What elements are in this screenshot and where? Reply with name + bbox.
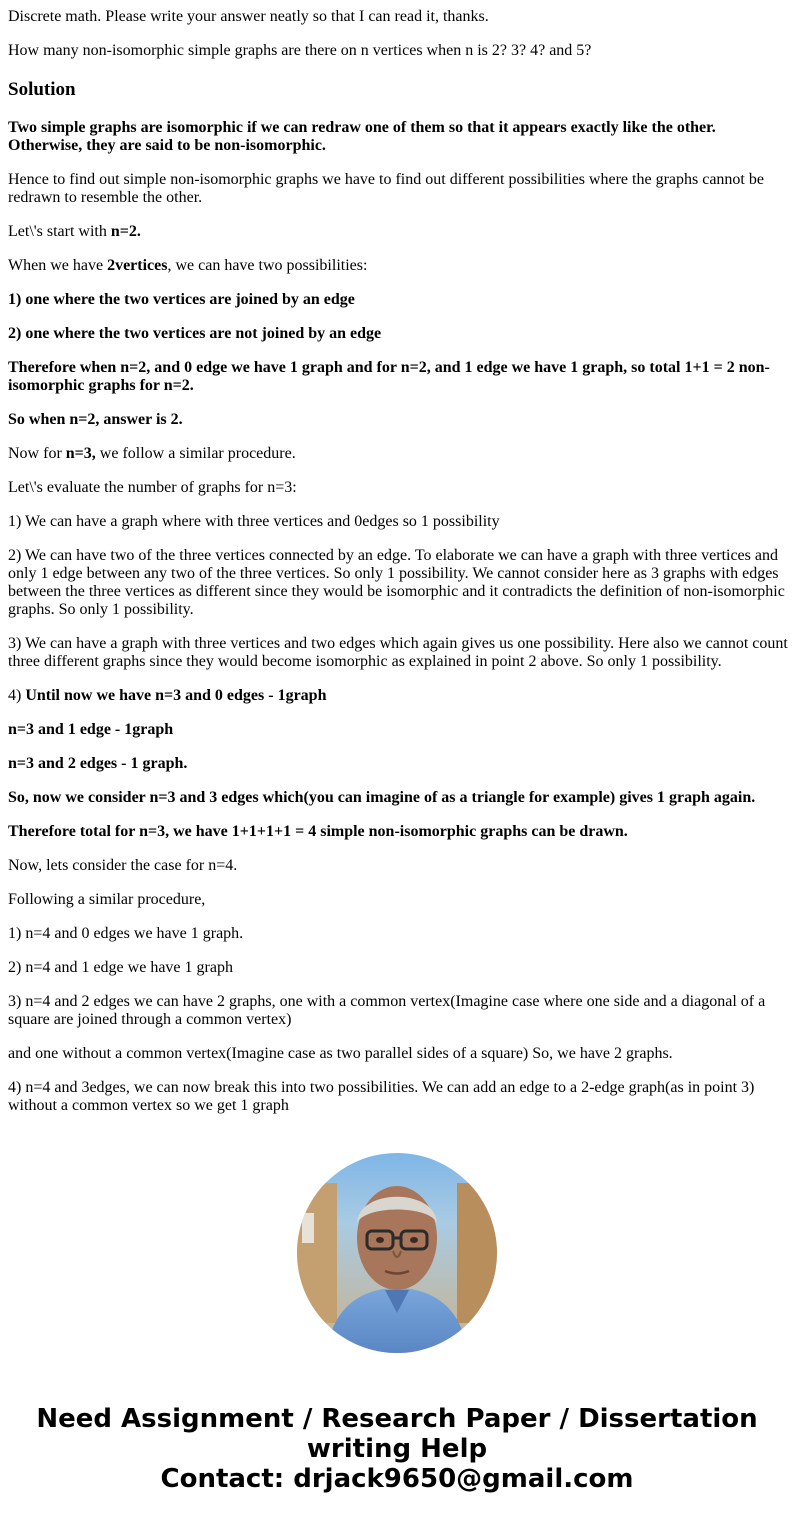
summary-line: So, now we consider n=3 and 3 edges which(you can imagine of as a triangle for example) gives 1 graph again. — [8, 789, 756, 806]
list-item: 3) We can have a graph with three vertices and two edges which again gives us one possibility. Here also we cannot count three different graphs since they would become isomorphic as explained in point 2 above. So only 1 possibility. — [8, 635, 788, 670]
text: , we can have two possibilities: — [167, 257, 368, 274]
text-bold: 2vertices — [107, 257, 168, 274]
question-line-1: Discrete math. Please write your answer neatly so that I can read it, thanks. — [8, 8, 489, 25]
text: When we have — [8, 257, 108, 274]
paragraph-isomorphic-definition: Two simple graphs are isomorphic if we can redraw one of them so that it appears exactly like the other. Otherwise, they are said to be non-isomorphic. — [8, 119, 716, 154]
promo-contact[interactable]: Contact: drjack9650@gmail.com — [160, 1464, 634, 1494]
list-item: 2) We can have two of the three vertices connected by an edge. To elaborate we can have a graph with three vertices and only 1 edge between any two of the three vertices. So only 1 possibility. We cannot consider here as 3 graphs with edges between the three vertices as different since they would be isomorphic and it contradicts the definition of non-isomorphic graphs. So only 1 possibility. — [8, 547, 785, 618]
list-item: 3) n=4 and 2 edges we can have 2 graphs, one with a common vertex(Imagine case where one side and a diagonal of a square are joined through a common vertex) — [8, 993, 766, 1028]
text: Now for — [8, 445, 66, 462]
list-item: 2) one where the two vertices are not joined by an edge — [8, 325, 382, 342]
list-item: 1) We can have a graph where with three vertices and 0edges so 1 possibility — [8, 513, 500, 530]
list-item — [8, 687, 326, 705]
paragraph-approach: Hence to find out simple non-isomorphic graphs we have to find out different possibilities where the graphs cannot be redrawn to resemble the other. — [8, 171, 764, 206]
list-item: 1) n=4 and 0 edges we have 1 graph. — [8, 925, 244, 942]
promo-line-1: Need Assignment / Research Paper / Dissertation — [36, 1404, 758, 1434]
paragraph-n4-intro: Now, lets consider the case for n=4. — [8, 857, 238, 874]
text: Let\'s start with — [8, 223, 111, 240]
paragraph-n3-evaluate: Let\'s evaluate the number of graphs for n=3: — [8, 479, 297, 496]
list-item: 2) n=4 and 1 edge we have 1 graph — [8, 959, 233, 976]
text: we follow a similar procedure. — [95, 445, 296, 462]
question-line-2: How many non-isomorphic simple graphs are there on n vertices when n is 2? 3? 4? and 5? — [8, 42, 592, 59]
text-bold: n=3, — [65, 445, 96, 462]
text: 4) — [8, 687, 26, 704]
paragraph-n3-total: Therefore total for n=3, we have 1+1+1+1 = 4 simple non-isomorphic graphs can be drawn. — [8, 823, 628, 840]
promo-footer — [0, 1404, 794, 1494]
promo-line-2: writing Help — [306, 1434, 488, 1464]
paragraph-n3-intro — [8, 445, 296, 463]
author-avatar — [297, 1153, 497, 1353]
text-bold: Until now we have n=3 and 0 edges - 1graph — [25, 687, 327, 704]
solution-heading: Solution — [8, 79, 76, 100]
text-bold: n=2. — [110, 223, 141, 240]
summary-line: n=3 and 1 edge - 1graph — [8, 721, 174, 738]
paragraph-n4-procedure: Following a similar procedure, — [8, 891, 206, 908]
paragraph-two-vertices — [8, 257, 367, 275]
paragraph-start-n2 — [8, 223, 141, 241]
paragraph-n2-total: Therefore when n=2, and 0 edge we have 1 graph and for n=2, and 1 edge we have 1 graph, so total 1+1 = 2 non-isomorphic graphs for n=2. — [8, 359, 770, 394]
summary-line: n=3 and 2 edges - 1 graph. — [8, 755, 188, 772]
list-item: 1) one where the two vertices are joined by an edge — [8, 291, 355, 308]
paragraph-n2-answer: So when n=2, answer is 2. — [8, 411, 183, 428]
author-portrait — [297, 1153, 497, 1353]
list-item: 4) n=4 and 3edges, we can now break this into two possibilities. We can add an edge to a 2-edge graph(as in point 3) without a common vertex so we get 1 graph — [8, 1079, 755, 1114]
list-item: and one without a common vertex(Imagine case as two parallel sides of a square) So, we have 2 graphs. — [8, 1045, 673, 1062]
